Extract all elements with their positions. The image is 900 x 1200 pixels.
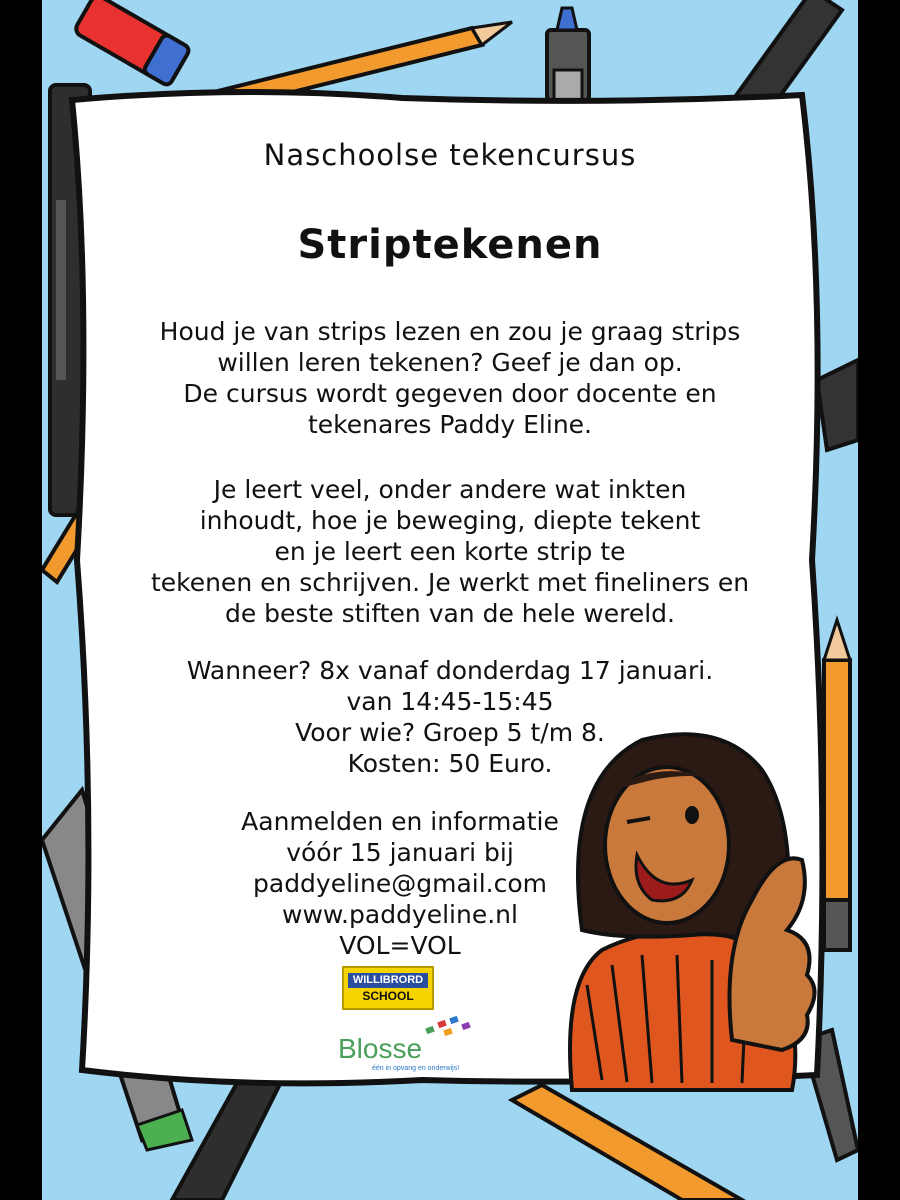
blosse-logo (338, 1015, 488, 1077)
intro-line: De cursus wordt gegeven door docente en (183, 379, 717, 408)
blosse-logo-mark-icon (424, 1015, 484, 1039)
description-line: de beste stiften van de hele wereld. (224, 599, 675, 628)
contact-line: VOL=VOL (339, 931, 461, 960)
willibrord-school-logo (342, 966, 434, 1010)
willibrord-logo-line2: SCHOOL (362, 989, 414, 1003)
description-line: inhoudt, hoe je beweging, diepte tekent (199, 506, 701, 535)
eraser-icon (73, 0, 190, 87)
contact-email[interactable]: paddyeline@gmail.com (253, 869, 547, 898)
blosse-logo-tagline: één in opvang en onderwijs! (372, 1065, 460, 1072)
contact-paragraph (0, 806, 800, 961)
poster-subtitle: Naschoolse tekencursus (263, 138, 637, 172)
poster-title: Striptekenen (297, 222, 603, 268)
description-line: en je leert een korte strip te (274, 537, 626, 566)
willibrord-logo-line1: WILLIBRORD (348, 973, 428, 988)
intro-line: Houd je van strips lezen en zou je graag strips (159, 317, 741, 346)
details-line: van 14:45-15:45 (346, 687, 554, 716)
description-line: Je leert veel, onder andere wat inkten (213, 475, 687, 504)
description-paragraph (0, 474, 900, 629)
intro-line: tekenares Paddy Eline. (307, 410, 592, 439)
details-line: Wanneer? 8x vanaf donderdag 17 januari. (186, 656, 714, 685)
details-paragraph (0, 655, 900, 779)
contact-website-link[interactable]: www.paddyeline.nl (282, 900, 518, 929)
details-line: Voor wie? Groep 5 t/m 8. (295, 718, 605, 747)
blosse-logo-name: Blosse (338, 1033, 423, 1064)
marker-icon (547, 8, 589, 100)
intro-line: willen leren tekenen? Geef je dan op. (217, 348, 683, 377)
intro-paragraph (0, 316, 900, 440)
pencil-icon (512, 1085, 742, 1200)
details-line: Kosten: 50 Euro. (347, 749, 553, 778)
description-line: tekenen en schrijven. Je werkt met fineliners en (150, 568, 750, 597)
contact-line: Aanmelden en informatie (241, 807, 559, 836)
contact-line: vóór 15 januari bij (286, 838, 514, 867)
